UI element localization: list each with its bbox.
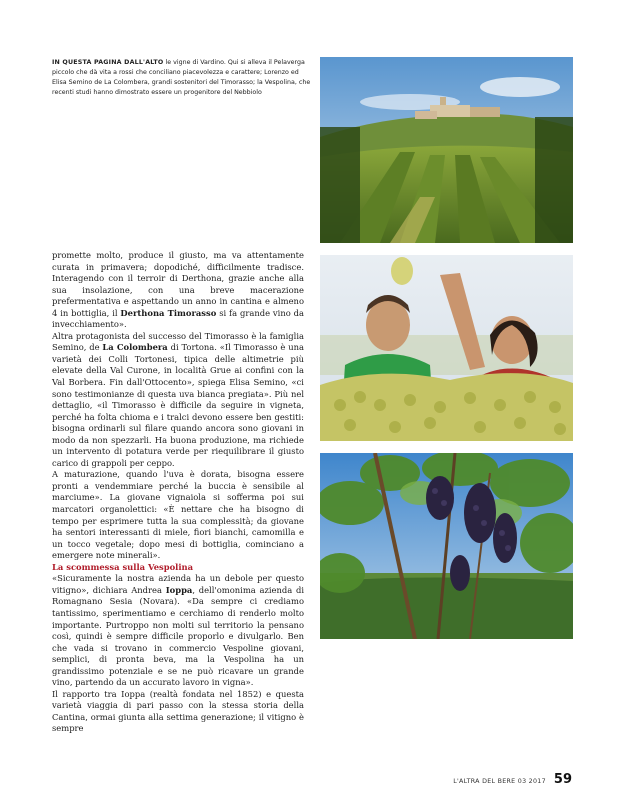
caption-text: le vigne di Vardino. Qui si alleva il Pelaverga piccolo che dà vita a rossi che conciliano piacevolezza e carattere; Lorenzo ed Elisa Semino de La Colombera, grandi sostenitori del Timorasso; la Vespolina, che recenti studi hanno dimostrato essere un progenitore del Nebbiolo — [52, 59, 311, 96]
section-subhead: La scommessa sulla Vespolina — [52, 561, 194, 572]
winery-name: La Colombera — [102, 342, 168, 353]
wine-name: Derthona Timorasso — [120, 307, 217, 318]
vineyard-village-photo — [320, 57, 573, 243]
page-footer — [453, 772, 572, 787]
winemakers-with-grapes-photo — [320, 255, 573, 441]
paragraph-5: Il rapporto tra Ioppa (realtà fondata nel 1852) e questa varietà viaggia di pari passo con la stessa storia della Cantina, ormai giunta alla settima generazione; il vitigno è sempre — [52, 688, 304, 734]
vespolina-grapes-photo — [320, 453, 573, 639]
page-number: 59 — [553, 772, 572, 787]
magazine-issue: L'ALTRA DEL BERE 03 2017 — [453, 778, 546, 785]
paragraph-3: A maturazione, quando l'uva è dorata, bisogna essere pronti a vendemmiare perché la buccia è sensibile al marciume». La giovane vignaiola si sofferma poi sui marcatori organolettici: «È nettare che ha bisogno di tempo per esprimere tutta la sua complessità; da giovane ha sentori interessanti di miele, fiori bianchi, camomilla e un tocco vegetale; dopo mesi di bottiglia, cominciano a emergere note minerali». — [52, 469, 304, 561]
paragraph-4: «Sicuramente la nostra azienda ha un debole per questo vitigno», dichiara Andrea Ioppa, dell'omonima azienda di Romagnano Sesia (Novara). «Da sempre ci crediamo tantissimo, sperimentiamo e cerchiamo di renderlo molto importante. Purtroppo non molti sul territorio la pensano così, quindi è sempre difficile proporlo e divulgarlo. Ben che vada si trovano in commercio Vespoline giovani, semplici, di pronta beva, ma la Vespolina ha un grandissimo potenziale e se ne può ricavare un grande vino, partendo da un accurato lavoro in vigna». — [52, 573, 304, 688]
paragraph-2: Altra protagonista del successo del Timorasso è la famiglia Semino, de La Colombera di Tortona. «Il Timorasso è una varietà dei Colli Tortonesi, tipica delle altimetrie più elevate della Val Curone, in località Grue ai confini con la Val Borbera. Fin dall'Ottocento», spiega Elisa Semino, «ci sono testimonianze di questa uva bianca pregiata». Più nel dettaglio, «il Timorasso è difficile da seguire in vigneta, perché ha folta chioma e i tralci devono essere ben gestiti: bisogna ordinarli sul filare quando ancora sono giovani in modo da non spezzarli. Ha buona produzione, ma richiede un intervento di potatura verde per riequilibrare il giusto carico di grappoli per ceppo. — [52, 330, 305, 468]
paragraph-1: promette molto, produce il giusto, ma va attentamente curata in primavera; dopodiché, difficilmente tradisce. Interagendo con il terroir di Derthona, grazie anche alla sua insolazione, con una breve macerazione prefermentativa e aspettando un anno in cantina e almeno 4 in bottiglia, il Derthona Timorasso si fa grande vino da invecchiamento». — [52, 250, 305, 330]
producer-name: Ioppa — [165, 584, 193, 595]
article-body — [52, 250, 304, 735]
photo-caption — [52, 58, 314, 98]
caption-lead: IN QUESTA PAGINA DALL'ALTO — [52, 59, 164, 66]
